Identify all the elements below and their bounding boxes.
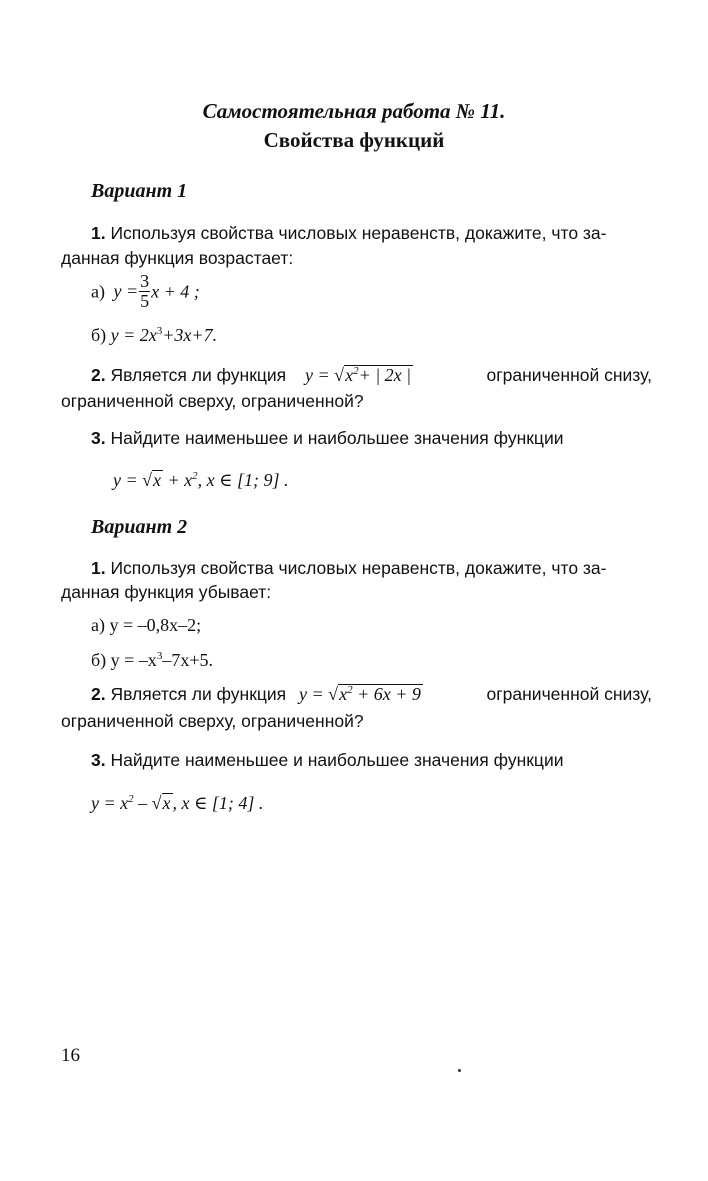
v1-task3-text: Найдите наименьшее и наибольшее значения функции [105,428,564,448]
v2-task3-radicand: x [162,793,171,813]
sqrt-icon: √ [142,470,153,490]
sqrt-icon: √ [334,365,345,385]
v1-a-fraction [139,272,150,311]
v1-b-exp: 3 [156,325,163,337]
v2-task2-after: ограниченной снизу, [486,684,652,704]
v1-task3-line1 [91,428,564,449]
v2-task2-number: 2. [91,684,106,704]
v2-b-post: –7x+5. [162,650,213,670]
v2-task3-exp: 2 [128,793,134,805]
v2-task1-line1 [91,558,607,579]
v2-task2-lhs: y = [299,684,324,704]
v1-a-num: 3 [140,271,150,291]
v2-task3-mid: – [138,793,148,813]
v1-b-label: б) [91,325,107,345]
v2-task2-text: Является ли функция [105,684,287,704]
v2-task3-formula [91,793,263,814]
v2-task3-number: 3. [91,750,106,770]
v1-task3-radicand: x [153,470,162,490]
v2-task1-a: а) y = –0,8x–2; [91,615,202,635]
v1-task1-line1 [91,223,607,244]
v2-task2-line1 [91,684,652,705]
scan-dot [458,1069,461,1072]
v1-a-label: а) [91,281,105,302]
v1-task2-lhs: y = [305,365,330,385]
v1-task2-radicand [344,365,413,385]
v1-b-post: +3x+7. [162,325,218,345]
v2-task1-line2: данная функция убывает: [61,582,272,602]
v1-task3-exp: 2 [192,470,198,482]
v2-task3-rest: , x ∈ [1; 4] . [172,793,264,813]
v2-task2-rad-x: x [339,684,348,704]
v1-task1-number: 1. [91,223,106,243]
v1-task2-text: Является ли функция [105,365,287,385]
v2-b-pre: б) y = –x [91,650,157,670]
v2-task2-formula [299,684,423,704]
v1-task2-after: ограниченной снизу, [486,365,652,385]
page-number: 16 [61,1045,80,1066]
v1-task1-a [91,272,200,311]
variant1-heading: Вариант 1 [91,180,188,202]
v2-b-exp: 3 [156,650,163,662]
v1-a-lhs: y = [113,281,139,302]
v1-task2-formula [305,365,413,385]
v1-task1-text1: Используя свойства числовых неравенств, докажите, что за- [105,223,607,243]
v2-task2-line2: ограниченной сверху, ограниченной? [61,711,364,731]
v1-task2-rad-x: x [345,365,354,385]
v1-task1-line2: данная функция возрастает: [61,248,294,268]
v2-task3-lhs: y = x [91,793,129,813]
v2-task3-text: Найдите наименьшее и наибольшее значения функции [105,750,564,770]
sqrt-icon: √ [151,793,162,813]
title-line1: Самостоятельная работа № 11. [202,99,506,123]
v1-task2-rad-rest: + | 2x | [358,365,412,385]
v2-task2-rad-rest: + 6x + 9 [357,684,421,704]
v2-task1-b [91,650,213,671]
v2-task2-rad-exp: 2 [347,684,353,696]
v1-task2-rad-exp: 2 [353,365,359,377]
v1-task2-line1 [91,365,652,386]
sqrt-icon: √ [328,684,339,704]
v1-task1-b [91,325,217,346]
v1-task3-formula [113,470,289,491]
title-line2: Свойства функций [263,128,445,152]
v2-task1-number: 1. [91,558,106,578]
v1-a-den: 5 [140,290,150,311]
v2-task2-radicand [338,684,423,704]
v1-a-rest: x + 4 ; [151,281,200,302]
v1-task2-number: 2. [91,365,106,385]
v1-task3-mid: + x [167,470,193,490]
variant2-heading: Вариант 2 [91,516,188,538]
v1-task2-line2: ограниченной сверху, ограниченной? [61,391,364,411]
v1-task3-lhs: y = [113,470,138,490]
v1-task3-number: 3. [91,428,106,448]
v2-task1-text1: Используя свойства числовых неравенств, докажите, что за- [105,558,607,578]
v1-b-pre: y = 2x [110,325,157,345]
v2-task3-line1 [91,750,564,771]
v1-task3-rest: , x ∈ [1; 9] . [197,470,289,490]
